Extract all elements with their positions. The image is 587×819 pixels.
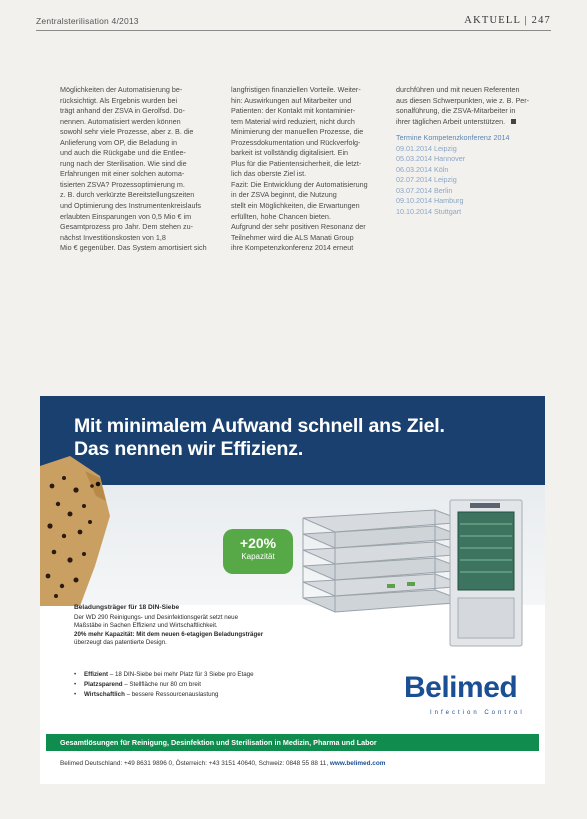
- article-column-3: [396, 85, 558, 218]
- ad-feature-list: [74, 670, 314, 700]
- publication-title: Zentralsterilisation 4/2013: [36, 16, 139, 26]
- ad-copy-line: überzeugt das patentierte Design.: [74, 638, 167, 646]
- col2-line: in der ZSVA beginnt, die Nutzung: [231, 190, 337, 200]
- col2-line: tem Material wird reduziert, nicht durch: [231, 116, 355, 126]
- feature-item: [74, 680, 314, 690]
- feature-item: [74, 670, 314, 680]
- col1-line: Mio € gegenüber. Das System amortisiert sich: [60, 243, 207, 253]
- washer-disinfector-image: [448, 498, 526, 648]
- article-column-1: [60, 85, 208, 254]
- ad-copy-text: [74, 604, 374, 647]
- col1-line: trägt anhand der ZSVA in Gerolfsd. Do-: [60, 106, 185, 116]
- ad-headline: [74, 415, 445, 461]
- feature-item: [74, 690, 314, 700]
- col1-line: nächst Investitionskosten von 1,8: [60, 232, 166, 242]
- col1-line: und auch die Rückgabe und die Entlee-: [60, 148, 186, 158]
- feature-text: – bessere Ressourcenauslastung: [124, 691, 219, 698]
- col2-line: Fazit: Die Entwicklung der Automatisierung: [231, 179, 368, 189]
- col2-line: langfristigen finanziellen Vorteile. Weiter-: [231, 85, 361, 94]
- badge-value: +20%: [239, 535, 277, 551]
- section-page-number: AKTUELL | 247: [464, 15, 551, 26]
- feature-text: – Stellfläche nur 80 cm breit: [122, 681, 201, 688]
- date-item: 09.10.2014 Hamburg: [396, 196, 464, 206]
- col3-line: sonalführung, die ZSVA-Mitarbeiter in: [396, 106, 516, 116]
- col1-line: rung nach der Sterilisation. Wie sind die: [60, 158, 187, 168]
- end-of-article-mark: [511, 119, 516, 124]
- col1-line: erlaubten Einsparungen von 0,5 Mio € im: [60, 211, 192, 221]
- belimed-logo: [404, 671, 532, 721]
- col2-line: lich das oberste Ziel ist.: [231, 169, 307, 179]
- article-column-2: [231, 85, 379, 254]
- logo-wordmark: Belimed: [404, 671, 518, 704]
- col2-line: Patienten: der Kontakt mit kontaminier-: [231, 106, 356, 116]
- ad-copy-line: Maßstäbe in Sachen Effizienz und Wirtschaftlichkeit.: [74, 622, 218, 630]
- col2-line: Plus für die Patientensicherheit, die letzt-: [231, 158, 362, 168]
- ad-headline-line-2: Das nennen wir Effizienz.: [74, 438, 304, 460]
- page-header: [36, 16, 551, 30]
- badge-label: Kapazität: [241, 552, 275, 561]
- col2-line: erfüllten, hohe Chancen bieten.: [231, 211, 331, 221]
- col3-line: durchführen und mit neuen Referenten: [396, 85, 520, 94]
- cheetah-image: [40, 456, 112, 606]
- date-item: 02.07.2014 Leipzig: [396, 175, 457, 185]
- col1-line: Möglichkeiten der Automatisierung be-: [60, 85, 183, 94]
- date-item: 05.03.2014 Hannover: [396, 154, 466, 164]
- col1-line: z. B. durch verkürzte Bereitstellungszeiten: [60, 190, 195, 200]
- col3-line: aus diesen Schwerpunkten, wie z. B. Per-: [396, 95, 530, 105]
- ad-green-bar-text: Gesamtlösungen für Reinigung, Desinfektion und Sterilisation in Medizin, Pharma und Labor: [60, 738, 377, 747]
- date-item: 09.01.2014 Leipzig: [396, 143, 457, 153]
- col2-line: Prozessdokumentation und Rückverfolg-: [231, 137, 361, 147]
- website-link[interactable]: www.belimed.com: [329, 760, 386, 767]
- col2-line: barkeit ist vollständig digitalisiert. Ein: [231, 148, 349, 158]
- col1-line: und Optimierung des Instrumentenkreislaufs: [60, 201, 202, 211]
- col1-line: Erfahrungen mit einer solchen automa-: [60, 169, 185, 179]
- date-item: 10.10.2014 Stuttgart: [396, 207, 462, 217]
- col1-line: nennen. Automatisiert werden können: [60, 116, 181, 126]
- header-rule: [36, 30, 551, 31]
- col1-line: Gesamtprozess pro Jahr. Dem stehen zu-: [60, 222, 194, 232]
- col1-line: Anlieferung vom OP, die Beladung in: [60, 137, 177, 147]
- contact-numbers: Belimed Deutschland: +49 8631 9896 0, Österreich: +43 3151 40640, Schweiz: 0848 55 88 11,: [60, 760, 329, 767]
- col2-line: hin: Auswirkungen auf Mitarbeiter und: [231, 95, 352, 105]
- dates-title: Termine Kompetenzkonferenz 2014: [396, 133, 510, 143]
- logo-tagline: Infection Control: [430, 710, 525, 716]
- ad-copy-line: 20% mehr Kapazität: Mit dem neuen 6-etagigen Beladungsträger: [74, 630, 264, 638]
- col3-line: ihrer täglichen Arbeit unterstützen.: [396, 116, 506, 126]
- ad-copy-title: Beladungsträger für 18 DIN-Siebe: [74, 604, 180, 611]
- feature-name: Effizient: [84, 671, 109, 678]
- date-item: 06.03.2014 Köln: [396, 164, 449, 174]
- col2-line: ihre Kompetenzkonferenz 2014 erneut: [231, 243, 354, 253]
- feature-text: – 18 DIN-Siebe bei mehr Platz für 3 Siebe pro Etage: [108, 671, 254, 678]
- feature-name: Platzsparend: [84, 681, 123, 688]
- ad-contact-line: [60, 760, 385, 767]
- col1-line: sowohl sehr viele Prozesse, aber z. B. die: [60, 127, 194, 137]
- belimed-advertisement: [40, 396, 545, 784]
- col2-line: Aufgrund der sehr positiven Resonanz der: [231, 222, 366, 232]
- col2-line: Teilnehmer wird die ALS Manati Group: [231, 232, 354, 242]
- dates-box: [396, 133, 558, 217]
- capacity-badge: [223, 529, 293, 574]
- ad-headline-band: [40, 396, 545, 485]
- col2-line: Minimierung der manuellen Prozesse, die: [231, 127, 364, 137]
- ad-headline-line-1: Mit minimalem Aufwand schnell ans Ziel.: [74, 415, 445, 437]
- feature-name: Wirtschaftlich: [84, 691, 125, 698]
- col2-line: stellt ein Möglichkeiten, die Erwartungen: [231, 201, 360, 211]
- col1-line: rücksichtigt. Als Ergebnis wurden bei: [60, 95, 178, 105]
- col1-line: tisierten ZSVA? Prozessoptimierung m.: [60, 179, 185, 189]
- ad-green-bar: [46, 734, 539, 751]
- col3-line-last: [396, 117, 558, 128]
- date-item: 03.07.2014 Berlin: [396, 185, 453, 195]
- ad-copy-line: Der WD 290 Reinigungs- und Desinfektionsgerät setzt neue: [74, 614, 239, 622]
